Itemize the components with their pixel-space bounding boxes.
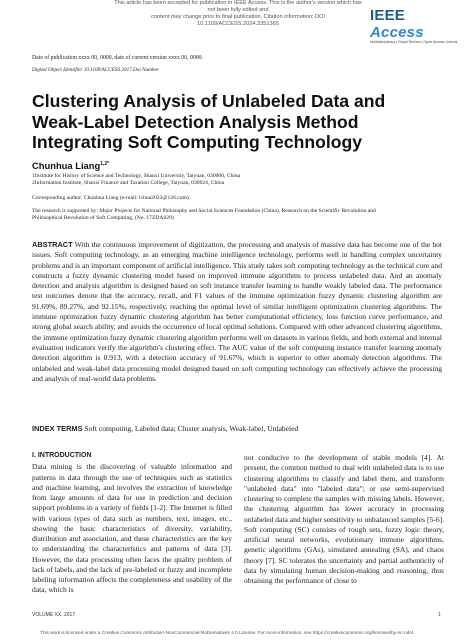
footer-page-number: 1 bbox=[438, 612, 441, 618]
affiliation-1: 1Institute for History of Science and Technology, Shanxi University, Taiyuan, 030006, China bbox=[32, 173, 241, 179]
index-terms-label: INDEX TERMS bbox=[32, 424, 83, 433]
index-terms-text: Soft computing, Labeled data; Cluster analysis, Weak-label, Unlabeled bbox=[82, 424, 299, 433]
footer-volume: VOLUME XX, 2017 bbox=[32, 612, 76, 618]
author-name bbox=[32, 160, 109, 171]
doi-line: Digital Object Identifier 10.1109/ACCESS.2017.Doi Number bbox=[32, 67, 159, 73]
publication-notice-line2: content may change prior to final publication. Citation information: DOI 10.1109/ACCESS.2024.3351365 bbox=[151, 14, 325, 27]
title-line-1: Clustering Analysis of Unlabeled Data and bbox=[32, 91, 386, 111]
intro-paragraph-right: not conducive to the development of stable models [4]. At present, the common method to deal with unlabeled data is to use clustering algorithms to classify and label them, and transform "unlabeled data" into "labeled data"; or use semi-supervised clustering to complete the samples with missing labels. However, the clustering algorithm has lower accuracy in processing unlabeled data and higher sensitivity to unbalanced samples [5-6]. Soft computing (SC) consists of rough sets, fuzzy logic theory, artificial neural networks, evolutionary immune algorithms, genetic algorithms (GAs), simulated annealing (SA), and chaos theory [7]. SC tolerates the uncertainty and partial authenticity of data by simulating human decision-making and reasoning, thus obtaining the performance of close to bbox=[244, 453, 444, 585]
corresponding-author: Corresponding author: Chunhua Liang (e-mail: lchua2023@126.com). bbox=[32, 195, 191, 201]
logo-access-text: Access bbox=[370, 24, 424, 41]
publication-dates: Date of publication xxxx 00, 0000, date of current version xxxx 00, 0000. bbox=[32, 55, 203, 61]
body-right-column bbox=[244, 453, 444, 586]
index-terms bbox=[32, 424, 442, 434]
logo-wordmark bbox=[370, 7, 448, 41]
ieee-access-logo bbox=[370, 7, 458, 44]
affiliation-2: 2Information Institute, Shanxi Finance and Taxation College, Taiyuan, 030024, China bbox=[32, 180, 225, 187]
funding-line-1: The research is supported by: Major Projects for National Philosophy and Social Sciences Foundation (China), Research on the Scientific Revolution and bbox=[32, 208, 376, 214]
abstract bbox=[32, 240, 442, 384]
section-heading-introduction: I. INTRODUCTION bbox=[32, 452, 92, 459]
logo-tagline: Multidisciplinary | Rapid Review | Open Access Journal bbox=[370, 40, 458, 44]
title-line-3: Integrating Soft Computing Technology bbox=[32, 132, 363, 152]
funding-line-2: Philosophical Revolution of Soft Computing, (No. 17ZDA029) bbox=[32, 215, 174, 222]
abstract-label: ABSTRACT bbox=[32, 240, 73, 249]
paper-title bbox=[32, 91, 452, 153]
publication-notice-line1: This article has been accepted for publication in IEEE Access. This is the author's version which has not been fully edited and bbox=[114, 0, 362, 13]
license-notice: This work is licensed under a Creative Commons Attribution-NonCommercial-NoDerivatives 4.0 License. For more information, see https://creativecommons.org/licenses/by-nc-nd/4 bbox=[40, 630, 414, 635]
abstract-text: With the continuous improvement of digitization, the processing and analysis of massive data has become one of the hot issues. Soft computing technology, as an emerging machine intelligence technology, performs well in handling complex uncertainty problems and is an important component of artificial intelligence. This study takes soft computing technology as the technical core and constructs a fuzzy dynamic clustering model based on improved immune algorithms to process unlabeled data. And an anomaly detection and analysis algorithm is designed based on soft instance transfer learning to handle weakly labeled data. The performance test outcomes denote that the accuracy, recall, and F1 values of the immune optimization fuzzy dynamic clustering algorithm are 91.69%, 89.27%, and 92.15%, respectively, reaching the optimal level of similar intelligent optimization clustering algorithms. The immune optimization fuzzy dynamic clustering algorithm has better computational efficiency, loss function curve performance, and strong global search ability, and avoids the occurrence of local optimal solutions. Compared with other advanced clustering algorithms, the immune optimization fuzzy dynamic clustering algorithm performs well on datasets in various fields, and both external and internal evaluation indicators verify the algorithm's clustering effect. The AUC value of the soft computing instance transfer learning anomaly detection algorithm is 0.913, with a detection accuracy of 91.67%, which is superior to other anomaly detection algorithms. The unlabeled and weak-label data processing model designed based on soft computing technology can effectively achieve the processing and analysis of real-world data problems. bbox=[32, 240, 442, 383]
author-name-text: Chunhua Liang bbox=[32, 160, 101, 171]
logo-ieee-text: IEEE bbox=[370, 7, 405, 24]
author-superscript: 1,2* bbox=[100, 160, 110, 167]
funding-statement bbox=[32, 208, 452, 223]
intro-paragraph-left: Data mining is the discovering of valuable information and patterns in data through the use of techniques such as statistics and machine learning, and involves the extraction of knowledge from large amounts of data for use in prediction and decision support problems in a variety of fields [1-2]. The Internet is filled with various types of data such as numbers, text, images, etc., showing the basic characteristics of diversity, variability, distribution and association, and these characteristics are the key to understanding the characteristics and patterns of data [3]. However, the data processing often faces the quality problem of lack of labels, and the lack of pre-labeled or fuzzy and incomplete labeling information affects the completeness and usability of the data, which is bbox=[32, 462, 232, 595]
publication-notice bbox=[110, 0, 366, 28]
title-line-2: Weak-Label Detection Analysis Method bbox=[32, 111, 359, 132]
body-left-column bbox=[32, 451, 232, 596]
affiliations bbox=[32, 173, 452, 188]
